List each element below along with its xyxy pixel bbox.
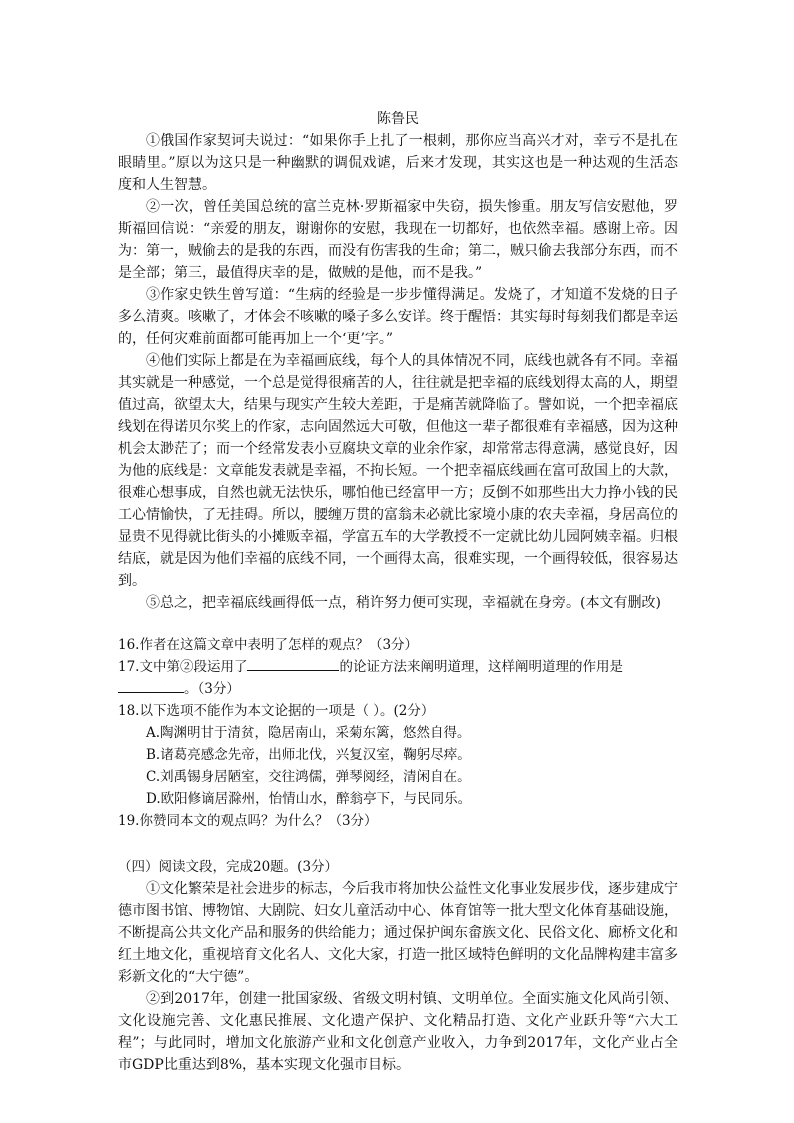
spacer <box>118 614 678 634</box>
question-17 <box>118 656 678 700</box>
document-page <box>118 94 678 1076</box>
question-17-part-a: 17.文中第②段运用了 <box>118 659 248 675</box>
question-18-option-c: C.刘禹锡身居陋室，交往鸿儒，弹琴阅经，清闲自在。 <box>146 769 471 785</box>
question-18-option-b: B.诸葛亮感念先帝，出师北伐，兴复汉室，鞠躬尽瘁。 <box>146 747 471 763</box>
passage-paragraph-2: ②一次，曾任美国总统的富兰克林·罗斯福家中失窃，损失惨重。朋友写信安慰他，罗斯福回信说：“亲爱的朋友，谢谢你的安慰，我现在一切都好，也依然幸福。感谢上帝。因为：第一，贼偷去的是我的东西，而没有伤害我的生命；第二，贼只偷去我部分东西，而不是全部；第三，最值得庆幸的是，做贼的是他，而不是我。” <box>118 199 678 281</box>
question-16: 16.作者在这篇文章中表明了怎样的观点？（3分） <box>118 637 419 653</box>
section-4-paragraph-2: ②到2017年，创建一批国家级、省级文明村镇、文明单位。全面实施文化风尚引领、文化设施完善、文化惠民推展、文化遗产保护、文化精品打造、文化产业跃升等“六大工程”；与此同时，增加文化旅游产业和文化创意产业收入，力争到2017年，文化产业占全市GDP比重达到8%，基本实现文化强市目标。 <box>118 991 678 1073</box>
question-18: 18.以下选项不能作为本文论据的一项是（ ）。(2分） <box>118 703 435 719</box>
passage-paragraph-1: ①俄国作家契诃夫说过：“如果你手上扎了一根刺，那你应当高兴才对，幸亏不是扎在眼睛里。”原以为这只是一种幽默的调侃戏谑，后来才发现，其实这也是一种达观的生活态度和人生智慧。 <box>118 133 678 193</box>
passage-paragraph-4: ④他们实际上都是在为幸福画底线，每个人的具体情况不同，底线也就各有不同。幸福其实就是一种感觉，一个总是觉得很痛苦的人，往往就是把幸福的底线划得太高的人，期望值过高，欲望太大，结果与现实产生较大差距，于是痛苦就降临了。譬如说，一个把幸福底线划在得诺贝尔奖上的作家，志向固然远大可敬，但他这一辈子都很难有幸福感，因为这种机会太渺茫了；而一个经常发表小豆腐块文章的业余作家，却常常志得意满，感觉良好，因为他的底线是：文章能发表就是幸福，不拘长短。一个把幸福底线画在富可敌国上的大款，很难心想事成，自然也就无法快乐，哪怕他已经富甲一方；反倒不如那些出大力挣小钱的民工心情愉快，了无挂碍。所以，腰缠万贯的富翁未必就比家境小康的农夫幸福，身居高位的显贵不见得就比街头的小摊贩幸福，学富五车的大学教授不一定就比幼儿园阿姨幸福。归根结底，就是因为他们幸福的底线不同，一个画得太高，很难实现，一个画得较低，很容易达到。 <box>118 353 678 589</box>
answer-blank-method[interactable] <box>247 656 339 671</box>
passage-paragraph-5: ⑤总之，把幸福底线画得低一点，稍许努力便可实现，幸福就在身旁。(本文有删改) <box>146 595 661 611</box>
spacer <box>118 832 678 856</box>
answer-blank-effect[interactable] <box>118 678 184 693</box>
question-18-option-a: A.陶渊明甘于清贫，隐居南山，采菊东篱，悠然自得。 <box>146 725 471 741</box>
question-17-part-b: 的论证方法来阐明道理，这样阐明道理的作用是 <box>339 659 623 675</box>
section-4-paragraph-1: ①文化繁荣是社会进步的标志，今后我市将加快公益性文化事业发展步伐，逐步建成宁德市图书馆、博物馆、大剧院、妇女儿童活动中心、体育馆等一批大型文化体育基础设施，不断提高公共文化产品和服务的供给能力；通过保护闽东畲族文化、民俗文化、廊桥文化和红土地文化，重视培育文化名人、文化大家，打造一批区域特色鲜明的文化品牌构建丰富多彩新文化的“大宁德”。 <box>118 881 678 985</box>
author-name: 陈鲁民 <box>377 111 419 127</box>
question-18-option-d: D.欧阳修谪居滁州，怡情山水，醉翁亭下，与民同乐。 <box>146 791 472 807</box>
question-17-part-c: 。（3分） <box>184 681 240 697</box>
question-19: 19.你赞同本文的观点吗？为什么？（3分） <box>118 813 378 829</box>
passage-paragraph-3: ③作家史铁生曾写道：“生病的经验是一步步懂得满足。发烧了，才知道不发烧的日子多么清爽。咳嗽了，才体会不咳嗽的嗓子多么安详。终于醒悟：其实每时每刻我们都是幸运的，任何灾难前面都可能再加上一个‘更’字。” <box>118 287 678 347</box>
section-4-heading: （四）阅读文段，完成20题。(3分） <box>118 859 339 875</box>
